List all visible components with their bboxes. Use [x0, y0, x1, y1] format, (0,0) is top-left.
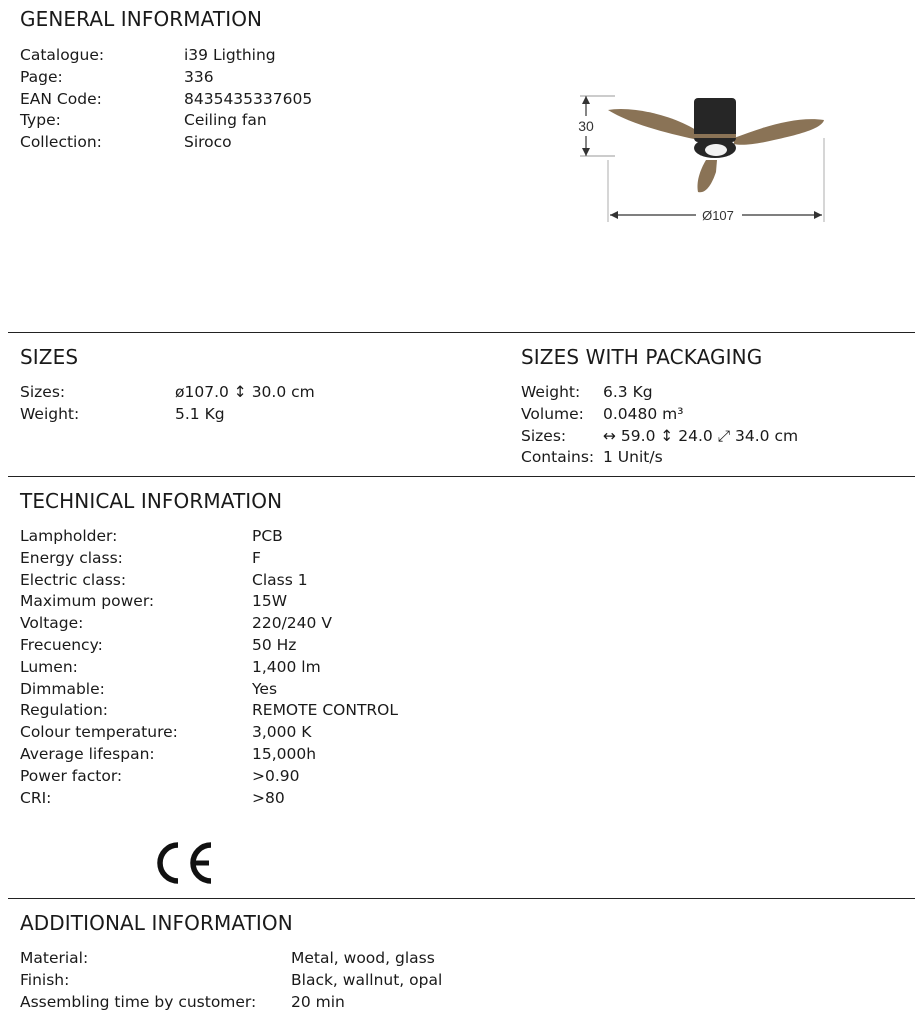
technical-row-value: >80 — [252, 788, 285, 807]
packaging-title: SIZES WITH PACKAGING — [521, 345, 763, 369]
general-row-value: Siroco — [184, 133, 232, 152]
packaging-row-value: 0.0480 m³ — [603, 404, 684, 423]
packaging-row-label: Contains: — [521, 448, 595, 467]
packaging-row-value: 1 Unit/s — [603, 448, 663, 467]
technical-row-value: PCB — [252, 527, 283, 545]
technical-row-value: Yes — [252, 679, 278, 698]
general-row-label: Type: — [20, 111, 61, 130]
technical-row-value: 15,000h — [252, 745, 317, 763]
packaging-row-value: ↔ 59.0 ↕ 24.0 ⤢ 34.0 cm — [603, 426, 799, 445]
additional-row-label: Material: — [20, 949, 89, 967]
additional-info-title: ADDITIONAL INFORMATION — [20, 911, 293, 935]
technical-row-value: >0.90 — [252, 766, 300, 785]
additional-row-value: Black, wallnut, opal — [291, 970, 443, 989]
sizes-row-value: 5.1 Kg — [175, 404, 225, 423]
fan-blade-front — [697, 160, 717, 192]
technical-row-label: Frecuency: — [20, 636, 103, 654]
fan-dimension-diagram — [570, 86, 840, 236]
sizes-row-label: Weight: — [20, 404, 80, 423]
technical-row-label: Dimmable: — [20, 679, 105, 698]
general-row-label: Page: — [20, 67, 63, 86]
technical-row-label: Regulation: — [20, 701, 108, 720]
arrow-up-icon — [582, 96, 590, 104]
arrow-down-icon — [582, 148, 590, 156]
technical-row-label: Maximum power: — [20, 592, 155, 611]
sizes-row-label: Sizes: — [20, 383, 66, 401]
technical-row-label: Voltage: — [20, 614, 84, 633]
diameter-label: Ø107 — [702, 208, 734, 223]
ce-mark-icon — [152, 840, 216, 886]
technical-row-value: F — [252, 548, 261, 567]
sizes-row-value: ø107.0 ↕ 30.0 cm — [175, 383, 315, 401]
technical-row-label: Lumen: — [20, 657, 78, 676]
additional-row-value: Metal, wood, glass — [291, 949, 435, 967]
technical-row-label: Power factor: — [20, 766, 123, 785]
technical-row-value: 15W — [252, 592, 288, 611]
technical-row-value: REMOTE CONTROL — [252, 701, 399, 720]
additional-row-label: Assembling time by customer: — [20, 992, 257, 1011]
light-diffuser — [705, 144, 727, 156]
sizes-title: SIZES — [20, 345, 79, 369]
general-row-value: Ceiling fan — [184, 111, 267, 130]
arrow-right-icon — [814, 211, 822, 219]
packaging-row-value: 6.3 Kg — [603, 383, 653, 401]
packaging-row-label: Weight: — [521, 383, 581, 401]
general-row-value: 8435435337605 — [184, 89, 313, 108]
additional-row-value: 20 min — [291, 992, 345, 1011]
technical-row-label: CRI: — [20, 788, 52, 807]
general-row-value: 336 — [184, 67, 214, 86]
divider-3 — [8, 898, 915, 899]
general-info-title: GENERAL INFORMATION — [20, 7, 263, 31]
technical-row-value: 220/240 V — [252, 614, 332, 633]
general-row-label: Catalogue: — [20, 46, 105, 64]
divider-2 — [8, 476, 915, 477]
technical-row-value: 1,400 lm — [252, 657, 321, 676]
technical-row-value: Class 1 — [252, 570, 308, 589]
technical-row-label: Lampholder: — [20, 527, 118, 545]
technical-row-label: Colour temperature: — [20, 723, 178, 742]
general-row-value: i39 Ligthing — [184, 46, 276, 64]
arrow-left-icon — [610, 211, 618, 219]
technical-info-title: TECHNICAL INFORMATION — [20, 489, 283, 513]
general-row-label: EAN Code: — [20, 89, 102, 108]
fan-blade-left — [608, 109, 696, 139]
technical-row-label: Electric class: — [20, 570, 127, 589]
technical-row-value: 3,000 K — [252, 723, 312, 742]
additional-row-label: Finish: — [20, 970, 70, 989]
general-row-label: Collection: — [20, 133, 102, 152]
technical-row-value: 50 Hz — [252, 636, 297, 654]
packaging-row-label: Volume: — [521, 404, 584, 423]
packaging-row-label: Sizes: — [521, 426, 567, 445]
technical-row-label: Average lifespan: — [20, 745, 155, 763]
height-label: 30 — [578, 118, 594, 134]
fan-blade-right — [734, 119, 824, 145]
divider-1 — [8, 332, 915, 333]
technical-row-label: Energy class: — [20, 548, 123, 567]
